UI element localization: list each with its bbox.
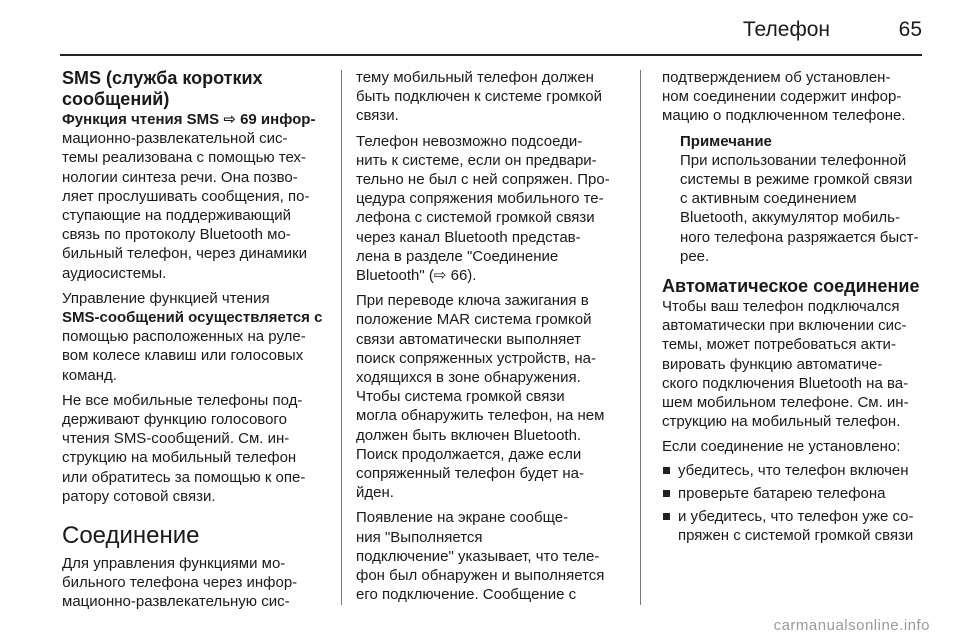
paragraph: Управление функцией чтения SMS-сообщений осуществляется с помощью расположенных на руле- вом колесе клавиш или голосовых команд.	[62, 289, 323, 384]
note-title: Примечание	[680, 132, 772, 150]
paragraph: Для управления функциями мо- бильного телефона через инфор- мационно-развлекательную сис-	[62, 555, 298, 611]
paragraph: тему мобильный телефон должен быть подключен к системе громкой связи.	[356, 69, 603, 125]
paragraph: Если соединение не установлено:	[662, 438, 901, 456]
paragraph: подтверждением об установлен- ном соединении содержит инфор- мацию о подключенном телефоне.	[662, 69, 906, 125]
bullet-item: проверьте батарею телефона	[662, 484, 924, 503]
section-heading-sms: SMS (служба коротких сообщений)	[62, 68, 263, 109]
column-3	[662, 68, 924, 545]
column-divider	[640, 70, 641, 605]
page-title: Телефон	[742, 18, 830, 41]
page-header	[60, 18, 922, 48]
paragraph: Функция чтения SMS ⇨ 69 инфор- мационно-развлекательной сис- темы реализована с помощью тех- нологии синтеза речи. Она позво- ляет прослушивать сообщения, по- ступающие на поддерживающий связь по протоколу Bluetooth мо- бильный телефон, через динамики аудиосистемы.	[62, 111, 316, 282]
paragraph: Телефон невозможно подсоеди- нить к системе, если он предвари- тельно не был с ней сопряжен. Про- цедура сопряжения мобильного те- лефона с системой громкой связи через канал Bluetooth представ- лена в разделе "Соединение Bluetooth" (⇨ 66).	[356, 132, 610, 285]
column-1	[62, 68, 328, 612]
section-heading-connection: Соединение	[62, 522, 200, 550]
paragraph: При переводе ключа зажигания в положение MAR система громкой связи автоматически выполняет поиск сопряженных устройств, на- ходящихся в зоне обнаружения. Чтобы система громкой связи могла обнаружить телефон, на нем должен быть включен Bluetooth. Поиск продолжается, даже если сопряженный телефон будет на- йден.	[356, 292, 605, 502]
page-number: 65	[898, 18, 922, 41]
paragraph: Не все мобильные телефоны под- держивают функцию голосового чтения SMS-сообщений. См. ин- струкцию на мобильный телефон или обратитесь за помощью к опе- ратору сотовой связи.	[62, 391, 306, 505]
watermark: carmanualsonline.info	[773, 617, 930, 634]
column-divider	[341, 70, 342, 605]
paragraph: Чтобы ваш телефон подключался автоматически при включении сис- темы, может потребоваться акти- вировать функцию автоматиче- ского подключения Bluetooth на ва- шем мобильном телефоне. См. ин- струкцию на мобильный телефон.	[662, 298, 909, 431]
paragraph: Появление на экране сообще- ния "Выполняется подключение" указывает, что теле- фон был обнаружен и выполняется его подключение. Сообщение с	[356, 509, 605, 604]
column-2	[356, 68, 628, 604]
bullet-item: убедитесь, что телефон включен	[662, 461, 924, 480]
bullet-item: и убедитесь, что телефон уже со- пряжен с системой громкой связи	[662, 507, 924, 545]
section-heading-auto-connection: Автоматическое соединение	[662, 276, 920, 297]
note-box: Примечание При использовании телефонной системы в режиме громкой связи с активным соединением Bluetooth, аккумулятор мобиль- ного телефона разряжается быст- рее.	[662, 132, 924, 266]
header-rule	[60, 54, 922, 56]
